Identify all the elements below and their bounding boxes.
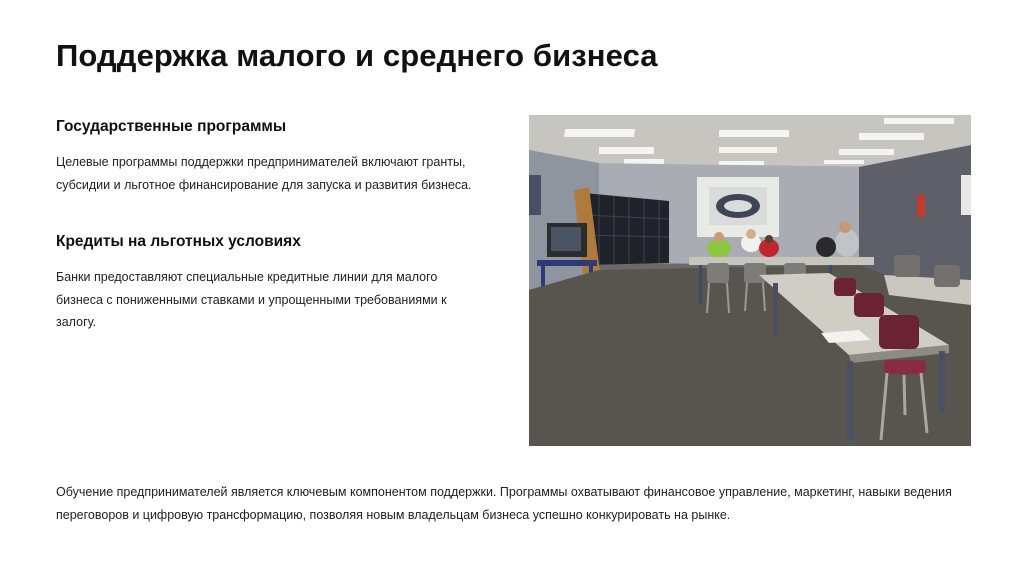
section-heading-preferential-credits: Кредиты на льготных условиях	[56, 233, 301, 250]
section-text-preferential-credits: Банки предоставляют специальные кредитные линии для малого бизнеса с пониженными ставками и упрощенными требованиями к залогу.	[56, 270, 447, 329]
slide-title: Поддержка малого и среднего бизнеса	[56, 38, 658, 73]
classroom-photo	[529, 115, 971, 446]
section-text-government-programs: Целевые программы поддержки предпринимателей включают гранты, субсидии и льготное финансирование для запуска и развития бизнеса.	[56, 155, 472, 192]
footer-text-education: Обучение предпринимателей является ключевым компонентом поддержки. Программы охватывают финансовое управление, маркетинг, навыки ведения переговоров и цифровую трансформацию, позволяя новым владельцам бизнеса успешно конкурировать на рынке.	[56, 485, 952, 522]
section-heading-government-programs: Государственные программы	[56, 118, 287, 135]
